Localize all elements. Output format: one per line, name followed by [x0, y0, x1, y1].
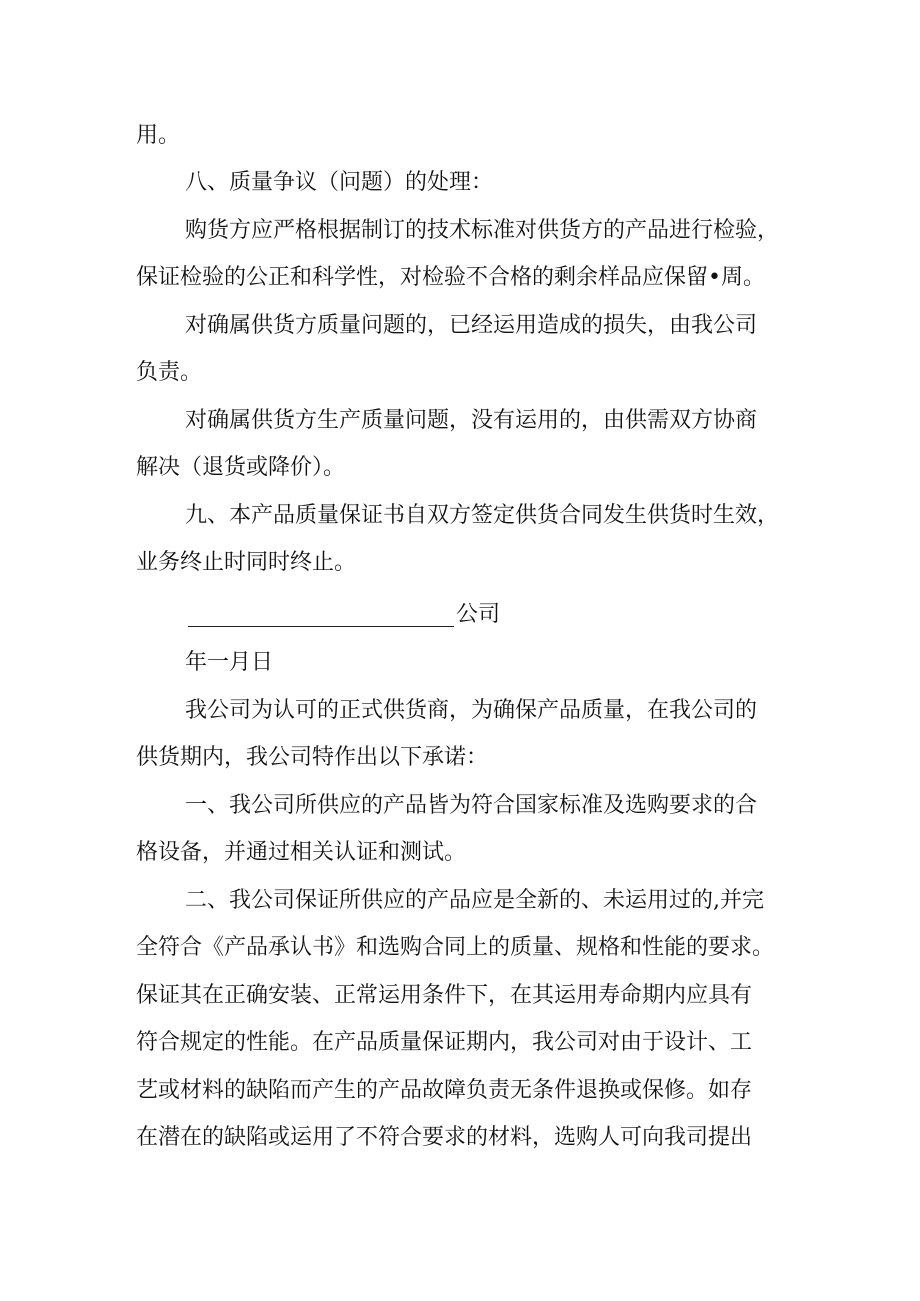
- company-label: 公司: [456, 602, 501, 627]
- text-line: 格设备，并通过相关认证和测试。: [136, 840, 467, 865]
- text-line: 保证检验的公正和科学性，对检验不合格的剩余样品应保留•周。: [136, 265, 765, 290]
- section-heading: 九、本产品质量保证书自双方签定供货合同发生供货时生效，: [185, 503, 780, 528]
- text-line: 全符合《产品承认书》和选购合同上的质量、规格和性能的要求。: [136, 935, 775, 960]
- text-line: 对确属供货方质量问题的，已经运用造成的损失，由我公司: [185, 313, 758, 338]
- date-line: 年一月日: [185, 650, 274, 675]
- text-line: 购货方应严格根据制订的技术标准对供货方的产品进行检验，: [185, 218, 780, 243]
- text-line: 艺或材料的缺陷而产生的产品故障负责无条件退换或保修。如存: [136, 1078, 753, 1103]
- text-line: 负责。: [136, 360, 203, 385]
- signature-line: [0, 600, 600, 630]
- section-heading: 八、质量争议（问题）的处理：: [185, 170, 494, 195]
- text-line: 二、我公司保证所供应的产品应是全新的、未运用过的,并完: [185, 888, 764, 913]
- text-line: 在潜在的缺陷或运用了不符合要求的材料，选购人可向我司提出: [136, 1125, 753, 1150]
- text-line: 解决（退货或降价）。: [136, 455, 346, 480]
- text-line: 我公司为认可的正式供货商，为确保产品质量，在我公司的: [185, 698, 758, 723]
- text-line: 符合规定的性能。在产品质量保证期内，我公司对由于设计、工: [136, 1030, 753, 1055]
- text-line: 供货期内，我公司特作出以下承诺：: [136, 745, 489, 770]
- text-line: 对确属供货方生产质量问题，没有运用的，由供需双方协商: [185, 408, 758, 433]
- text-line: 保证其在正确安装、正常运用条件下，在其运用寿命期内应具有: [136, 983, 753, 1008]
- text-line: 一、我公司所供应的产品皆为符合国家标准及选购要求的合: [185, 793, 758, 818]
- text-line: 业务终止时同时终止。: [136, 550, 357, 575]
- signature-blank: [188, 626, 454, 627]
- text-line: 用。: [136, 123, 181, 148]
